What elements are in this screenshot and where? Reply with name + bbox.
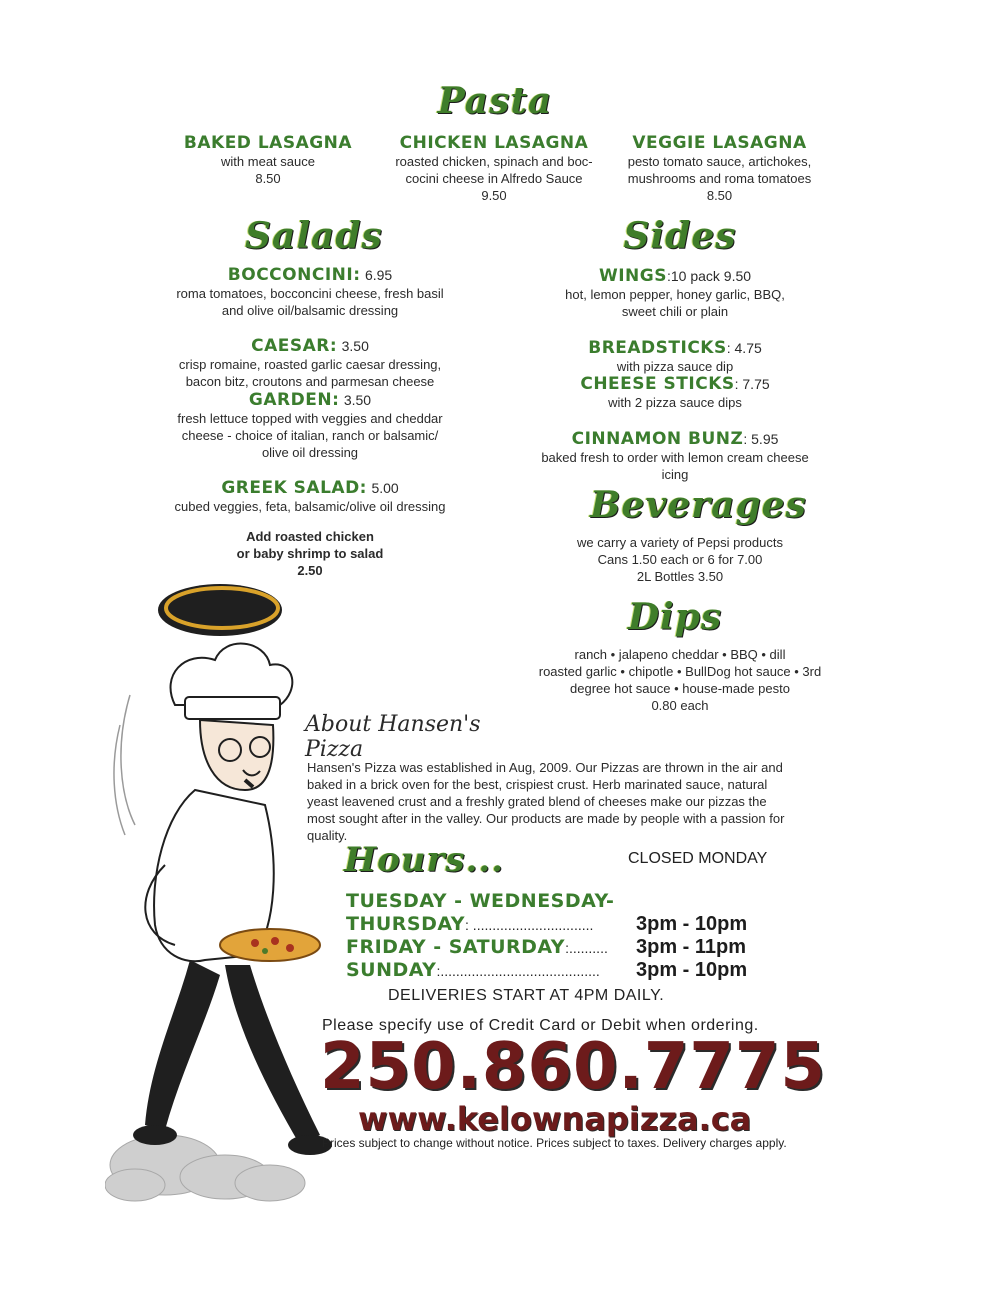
item-name: BAKED LASAGNA [183,133,353,153]
item-desc: roma tomatoes, bocconcini cheese, fresh basil [176,286,444,301]
beverages-heading: Beverages [590,484,807,526]
website-link[interactable]: www.kelownapizza.ca [358,1100,752,1138]
item-desc: icing [661,467,689,482]
item-name: VEGGIE LASAGNA [632,133,807,153]
about-line: quality. [307,828,348,843]
chef-face-icon [200,720,273,790]
item-desc: crisp romaine, roasted garlic caesar dressing, [178,357,442,372]
item-desc: sweet chili or plain [621,304,729,319]
payment-note: Please specify use of Credit Card or Debit when ordering. [322,1017,759,1034]
item-name: CHEESE STICKS [580,374,735,394]
dips-heading: Dips [627,596,723,638]
menu-item-chicken-lasagna [383,133,605,204]
hours-heading: Hours... [344,840,505,880]
dip-line: ranch • jalapeno cheddar • BBQ • dill [574,647,786,662]
addon-price: 2.50 [297,563,323,578]
beverage-line: Cans 1.50 each or 6 for 7.00 [597,552,763,567]
item-price: 8.50 [255,171,281,186]
closed-notice: CLOSED MONDAY [628,850,768,867]
hours-dots: :.......... [565,940,608,956]
item-desc: hot, lemon pepper, honey garlic, BBQ, [565,287,785,302]
about-line: most sought after in the valley. Our products are made by people with a passion for [307,811,785,826]
item-price: 3.50 [343,392,372,408]
hours-time: 3pm - 10pm [636,959,748,981]
dip-line: 0.80 each [651,698,709,713]
chef-hat-icon [171,644,293,719]
item-desc: cubed veggies, feta, balsamic/olive oil dressing [174,499,446,514]
item-name: GARDEN: [248,390,340,410]
item-desc: with 2 pizza sauce dips [608,395,742,410]
salads-heading: Salads [245,215,383,257]
hours-day: FRIDAY - SATURDAY [346,936,566,958]
pizza-icon [220,929,320,961]
item-name: CAESAR: [251,336,338,356]
side-wings [525,266,825,320]
hours-day: TUESDAY - WEDNESDAY- [346,890,615,912]
item-price: 5.00 [371,480,399,496]
addon-line: or baby shrimp to salad [236,546,384,561]
item-name: WINGS [598,266,667,286]
item-desc: and olive oil/balsamic dressing [221,303,399,318]
menu-item-baked-lasagna [168,133,368,187]
item-desc: fresh lettuce topped with veggies and cheddar [177,411,443,426]
beverages-info [530,534,830,585]
hours-row [346,913,766,937]
salad-bocconcini [150,265,470,319]
item-desc: with pizza sauce dip [616,359,734,374]
dips-info [520,646,840,714]
salad-caesar [150,336,470,390]
disclaimer: Prices subject to change without notice. Prices subject to taxes. Delivery charges apply. [322,1136,787,1150]
hours-day: SUNDAY [346,959,437,981]
item-price: 6.95 [364,267,393,283]
addon-line: Add roasted chicken [246,529,374,544]
about-line: baked in a brick oven for the best, crispiest crust. Herb marinated sauce, natural [307,777,768,792]
phone-number[interactable]: 250.860.7775 [320,1030,826,1104]
item-price: : 7.75 [734,376,770,392]
item-desc: olive oil dressing [261,445,359,460]
hours-row [346,959,766,983]
item-desc: baked fresh to order with lemon cream cheese [541,450,809,465]
side-cheese-sticks [525,374,825,411]
hours-dots: :......................................... [436,963,600,979]
beverage-line: 2L Bottles 3.50 [636,569,724,584]
pasta-heading: Pasta [437,80,553,122]
motion-lines-icon [114,695,135,835]
item-name: CINNAMON BUNZ [571,429,744,449]
item-price: 8.50 [706,188,733,203]
item-desc: roasted chicken, spinach and boc- [395,154,593,169]
hours-time: 3pm - 10pm [636,913,748,935]
item-name: CHICKEN LASAGNA [399,133,589,153]
hours-row [346,936,766,960]
item-desc: with meat sauce [221,154,315,169]
dip-line: roasted garlic • chipotle • BullDog hot sauce • 3rd [538,664,822,679]
item-name: BREADSTICKS [588,338,727,358]
beverage-line: we carry a variety of Pepsi products [577,535,783,550]
item-price: : 4.75 [726,340,762,356]
about-heading: About Hansen's Pizza [305,712,481,762]
menu-item-veggie-lasagna [612,133,827,204]
chef-legs-icon [133,960,332,1155]
item-price: 9.50 [481,188,507,203]
item-desc: mushrooms and roma tomatoes [627,171,812,186]
item-desc: bacon bitz, croutons and parmesan cheese [185,374,435,389]
hours-day: THURSDAY [346,913,466,935]
pizza-pan-icon [158,584,282,636]
hours-dots: : ............................... [465,917,594,933]
sides-heading: Sides [623,215,737,257]
item-price: :10 pack 9.50 [666,268,752,284]
dip-line: degree hot sauce • house-made pesto [570,681,790,696]
salad-greek [150,478,470,515]
item-price: 3.50 [341,338,369,354]
hours-time: 3pm - 11pm [636,936,747,958]
salad-garden [150,390,470,461]
about-line: yeast leavened crust and a freshly grated blend of cheeses make our pizzas the [307,794,767,809]
side-cinnamon-bunz [525,429,825,483]
item-desc: cheese - choice of italian, ranch or balsamic/ [181,428,439,443]
item-desc: cocini cheese in Alfredo Sauce [405,171,583,186]
item-name: BOCCONCINI: [227,265,361,285]
about-line: Hansen's Pizza was established in Aug, 2009. Our Pizzas are thrown in the air and [307,760,783,775]
smoke-cloud-icon [105,1135,305,1201]
item-name: GREEK SALAD: [221,478,367,498]
item-desc: pesto tomato sauce, artichokes, [627,154,812,169]
side-breadsticks [525,338,825,375]
deliveries-note: DELIVERIES START AT 4PM DAILY. [388,987,665,1004]
hours-row [346,890,766,914]
about-text [307,759,847,844]
item-price: : 5.95 [743,431,779,447]
chef-illustration [105,565,345,1205]
